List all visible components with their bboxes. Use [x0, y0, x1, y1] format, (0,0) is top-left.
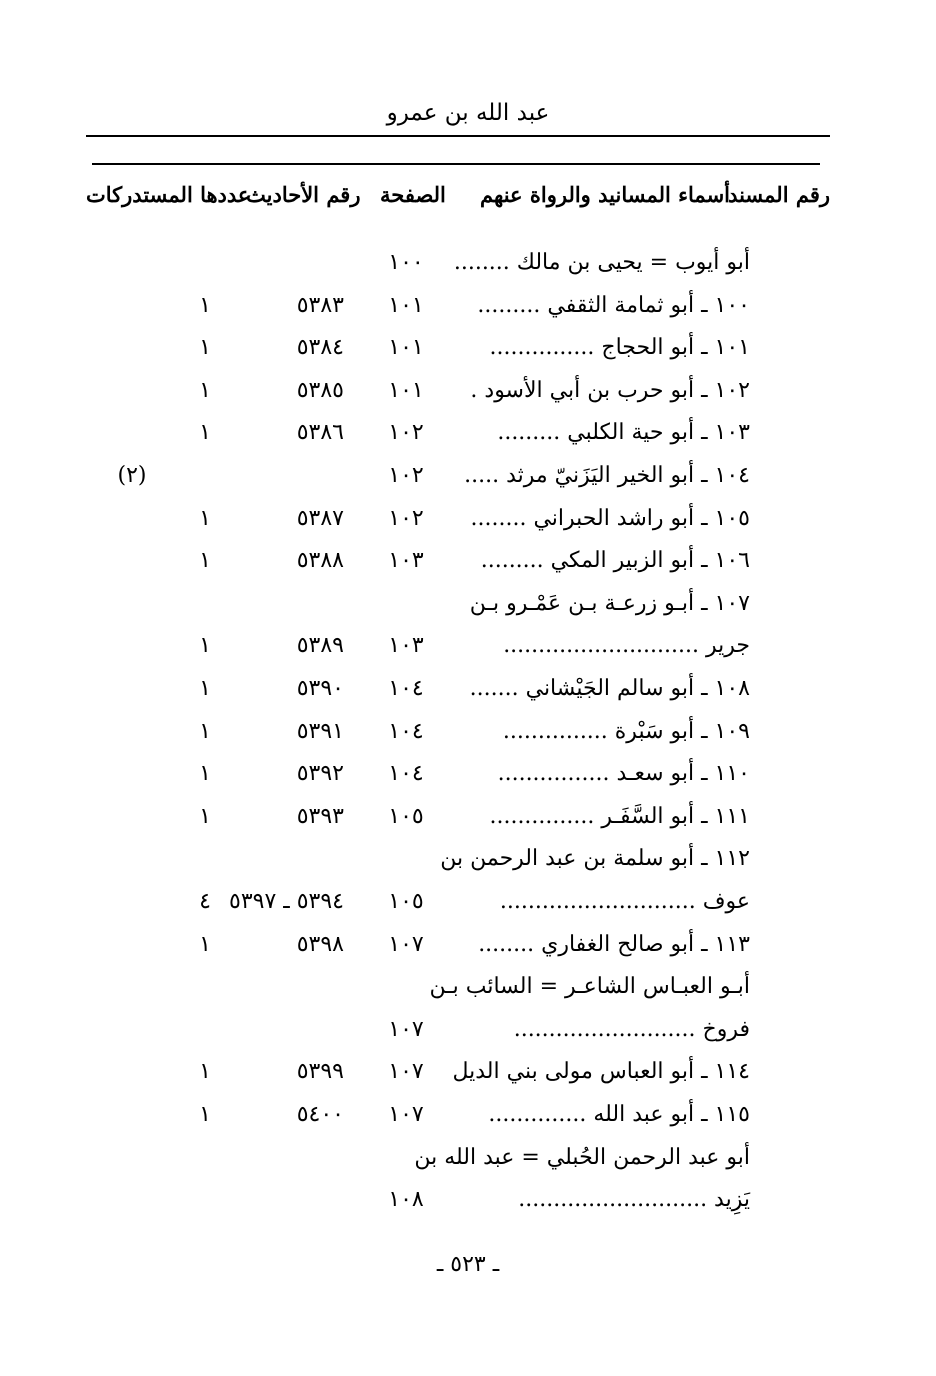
entry-name: ١٠٥ ـ أبو راشد الحبراني ........ [470, 505, 750, 531]
table-row [0, 548, 936, 586]
entry-name: ١١٠ ـ أبو سعـد ................ [497, 761, 750, 787]
table-row [0, 1187, 936, 1225]
page-number-cell: ١٠٧ [388, 1102, 424, 1127]
table-row [0, 974, 936, 1012]
count-cell: ١ [199, 548, 211, 574]
entry-name: يَزِيد ........................... [518, 1187, 750, 1213]
table-row [0, 676, 936, 714]
page-number-cell: ١٠٤ [388, 676, 424, 701]
hadith-number-cell: ٥٣٩٣ [296, 803, 344, 829]
hadith-number-cell: ٥٣٩١ [296, 718, 344, 744]
page-number-cell: ١٠٤ [388, 718, 424, 744]
entry-name: ١٠٢ ـ أبو حرب بن أبي الأسود . [470, 377, 750, 403]
table-row [0, 335, 936, 373]
table-row [0, 633, 936, 671]
table-row [0, 846, 936, 884]
table-row [0, 761, 936, 799]
entry-name: ١٠٦ ـ أبو الزبير المكي ......... [480, 548, 750, 574]
entry-name: ١١٤ ـ أبو العباس مولى بني الديل [452, 1059, 750, 1085]
table-row [0, 463, 936, 501]
count-cell: ١ [199, 292, 211, 318]
header-rule-top [86, 135, 830, 137]
page-number-cell: ١٠١ [388, 377, 424, 403]
entry-name: ١١٣ ـ أبو صالح الغفاري ........ [478, 931, 750, 957]
count-cell: ١ [199, 633, 211, 659]
column-header-hadith-no: رقم الأحاديث [246, 182, 361, 207]
hadith-number-cell: ٥٣٩٤ ـ ٥٣٩٧ [229, 889, 344, 914]
count-cell: ١ [199, 335, 211, 361]
header-rule-bottom [92, 163, 820, 165]
page-number-cell: ١٠٠ [388, 250, 424, 275]
count-cell: ١ [199, 420, 211, 446]
hadith-number-cell: ٥٣٩٩ [296, 1059, 344, 1085]
count-cell: ٤ [199, 889, 211, 914]
page-number-cell: ١٠٧ [388, 931, 424, 957]
page-number-cell: ١٠٣ [388, 633, 424, 659]
mustadrak-cell: (٢) [117, 463, 147, 488]
count-cell: ١ [199, 761, 211, 787]
hadith-number-cell: ٥٣٩٢ [296, 761, 344, 787]
table-row [0, 719, 936, 757]
count-cell: ١ [199, 931, 211, 957]
page-number-cell: ١٠٣ [388, 548, 424, 574]
entry-name: ١٠٣ ـ أبو حية الكلبي ......... [497, 420, 750, 446]
entry-name: ١١٥ ـ أبو عبد الله .............. [488, 1102, 750, 1127]
count-cell: ١ [199, 718, 211, 744]
column-header-page: الصفحة [380, 182, 446, 207]
count-cell: ١ [199, 505, 211, 531]
page-number-cell: ١٠٧ [388, 1016, 424, 1042]
entry-name: ١٠٨ ـ أبو سالم الجَيْشاني ....... [469, 676, 750, 701]
table-row [0, 804, 936, 842]
table-row [0, 378, 936, 416]
entry-name: فروخ .......................... [513, 1016, 750, 1042]
page-number-cell: ١٠١ [388, 335, 424, 361]
entry-name: ١٠٤ ـ أبو الخير اليَزَنيّ مرثد ..... [464, 463, 750, 488]
hadith-number-cell: ٥٣٨٦ [296, 420, 344, 446]
page-number-cell: ١٠٤ [388, 761, 424, 787]
count-cell: ١ [199, 377, 211, 403]
page-number-cell: ١٠١ [388, 292, 424, 318]
table-row [0, 293, 936, 331]
count-cell: ١ [199, 1059, 211, 1085]
hadith-number-cell: ٥٤٠٠ [296, 1102, 344, 1127]
table-row [0, 1017, 936, 1055]
table-row [0, 250, 936, 288]
entry-name: ١١١ ـ أبو السَّفَـر ............... [489, 803, 750, 829]
hadith-number-cell: ٥٣٨٣ [296, 292, 344, 318]
table-row [0, 889, 936, 927]
page-number-cell: ١٠٥ [388, 889, 424, 914]
hadith-number-cell: ٥٣٨٨ [296, 548, 344, 574]
count-cell: ١ [199, 1102, 211, 1127]
page-number-cell: ١٠٥ [388, 803, 424, 829]
table-row [0, 420, 936, 458]
page-number: ـ ٥٢٣ ـ [436, 1252, 500, 1277]
table-row [0, 591, 936, 629]
hadith-number-cell: ٥٣٨٥ [296, 377, 344, 403]
page-number-cell: ١٠٢ [388, 463, 424, 488]
entry-name: ١١٢ ـ أبو سلمة بن عبد الرحمن بن [440, 846, 750, 872]
table-row [0, 932, 936, 970]
entry-name: ١٠٠ ـ أبو ثمامة الثقفي ......... [477, 292, 750, 318]
table-row [0, 506, 936, 544]
entry-name: ١٠٧ ـ أبـو زرعـة بـن عَمْـرو بـن [469, 590, 750, 616]
column-header-count-mustadrakat: عددها المستدركات [86, 182, 251, 207]
count-cell: ١ [199, 676, 211, 701]
table-row [0, 1145, 936, 1183]
entry-name: ١٠٩ ـ أبو سَبْرة ............... [502, 718, 750, 744]
page-number-cell: ١٠٧ [388, 1059, 424, 1085]
entry-name: أبـو العبـاس الشاعـر = السائب بـن [429, 974, 750, 1000]
entry-name: ١٠١ ـ أبو الحجاج ............... [489, 335, 750, 361]
entry-name: أبو عبد الرحمن الحُبلي = عبد الله بن [414, 1144, 750, 1170]
table-row [0, 1102, 936, 1140]
hadith-number-cell: ٥٣٩٠ [296, 676, 344, 701]
page-number-cell: ١٠٢ [388, 505, 424, 531]
column-header-musnad-no: رقم المسند [728, 182, 830, 207]
entry-name: عوف ............................ [499, 889, 750, 914]
hadith-number-cell: ٥٣٨٧ [296, 505, 344, 531]
running-head: عبد الله بن عمرو [386, 100, 550, 126]
entry-name: أبو أيوب = يحيى بن مالك ........ [453, 250, 750, 275]
entry-name: جرير ............................ [503, 633, 750, 659]
page-number-cell: ١٠٨ [388, 1187, 424, 1213]
column-header-names: أسماء المسانيد والرواة عنهم [480, 182, 730, 207]
hadith-number-cell: ٥٣٩٨ [296, 931, 344, 957]
hadith-number-cell: ٥٣٨٤ [296, 335, 344, 361]
count-cell: ١ [199, 803, 211, 829]
table-row [0, 1059, 936, 1097]
page-number-cell: ١٠٢ [388, 420, 424, 446]
hadith-number-cell: ٥٣٨٩ [296, 633, 344, 659]
